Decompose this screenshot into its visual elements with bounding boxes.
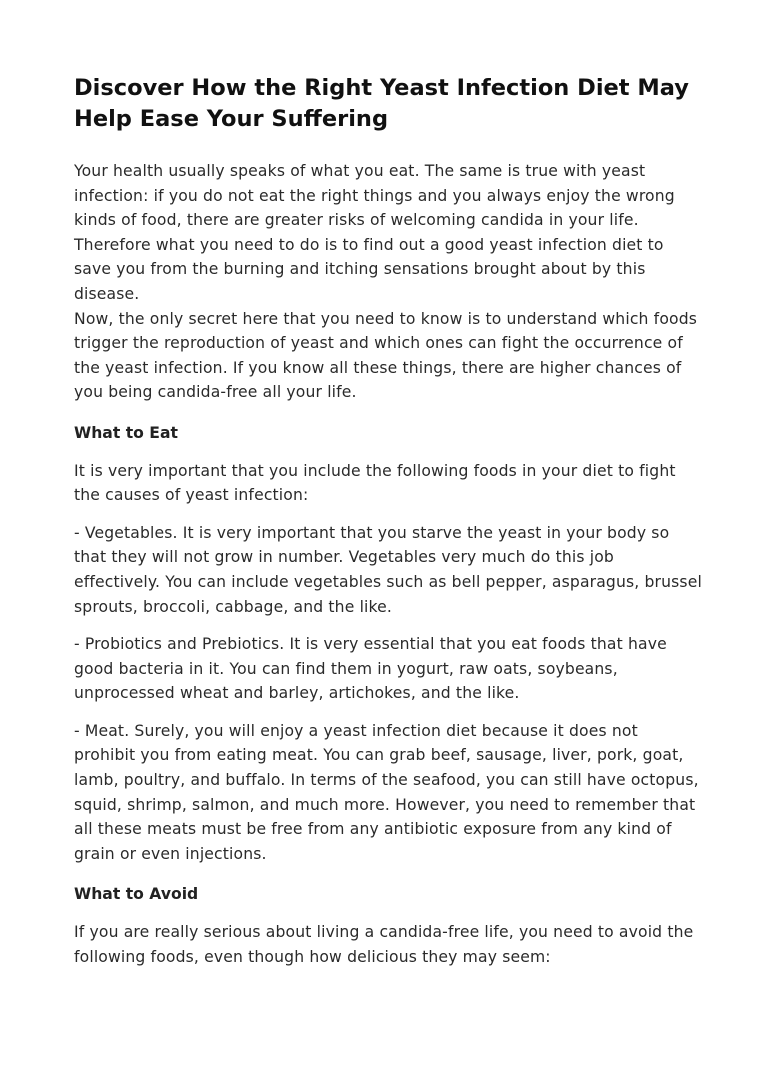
list-item-meat: - Meat. Surely, you will enjoy a yeast infection diet because it does not prohibit you from eating meat. You can grab beef, sausage, liver, pork, goat, lamb, poultry, and buffalo. In terms of the seafood, you can still have octopus, squid, shrimp, salmon, and much more. However, you need to remember that all these meats must be free from any antibiotic exposure from any kind of grain or even injections. [74,721,699,863]
intro-paragraph-1: Your health usually speaks of what you eat. The same is true with yeast infection: if you do not eat the right things and you always enjoy the wrong kinds of food, there are greater risks of welcoming candida in your life. Therefore what you need to do is to find out a good yeast infection diet to save you from the burning and itching sensations brought about by this disease. [74,162,675,303]
section-heading-what-to-eat: What to Eat [74,423,178,442]
intro-paragraph-2: Now, the only secret here that you need to know is to understand which foods trigger the reproduction of yeast and which ones can fight the occurrence of the yeast infection. If you know all these things, there are higher chances of you being candida-free all your life. [74,309,698,402]
what-to-eat-lead: It is very important that you include the following foods in your diet to fight the causes of yeast infection: [74,461,676,505]
list-item-probiotics: - Probiotics and Prebiotics. It is very essential that you eat foods that have good bacteria in it. You can find them in yogurt, raw oats, soybeans, unprocessed wheat and barley, artichokes, and the like. [74,635,667,703]
section-heading-what-to-avoid: What to Avoid [74,885,199,904]
document-page [74,73,704,969]
article-title: Discover How the Right Yeast Infection Diet May Help Ease Your Suffering [74,75,689,132]
what-to-avoid-lead: If you are really serious about living a candida-free life, you need to avoid the following foods, even though how delicious they may seem: [74,923,694,966]
list-item-vegetables: - Vegetables. It is very important that you starve the yeast in your body so that they will not grow in number. Vegetables very much do this job effectively. You can include vegetables such as bell pepper, asparagus, brussel sprouts, broccoli, cabbage, and the like. [74,523,702,616]
